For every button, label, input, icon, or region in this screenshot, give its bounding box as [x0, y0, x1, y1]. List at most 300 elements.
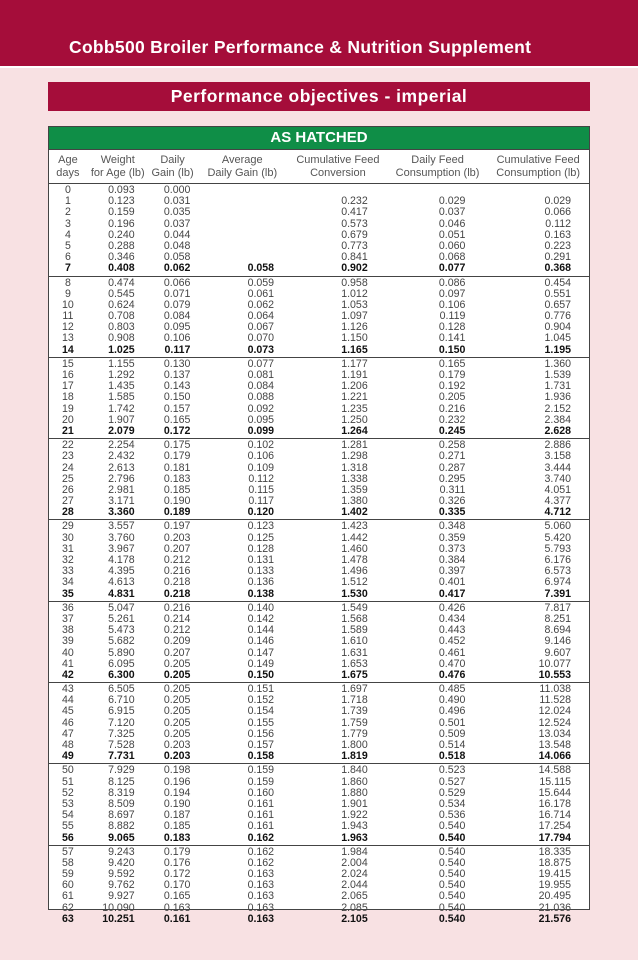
table-cell: 2 — [64, 206, 71, 219]
table-cell: 1.731 — [544, 380, 571, 393]
table-cell: 8.882 — [108, 820, 135, 833]
table-cell: 43 — [62, 683, 74, 696]
table-cell: 3.360 — [108, 506, 135, 519]
table-row — [49, 589, 589, 600]
table-cell: 0.908 — [108, 332, 135, 345]
table-cell: 30 — [62, 531, 74, 544]
table-cell: 0.190 — [163, 495, 191, 508]
table-cell: 0.163 — [163, 901, 191, 914]
table-cell: 0.165 — [163, 413, 191, 426]
table-cell: 0.128 — [247, 542, 275, 555]
table-cell: 9.592 — [108, 868, 135, 881]
table-cell: 0.258 — [438, 439, 466, 452]
table-cell: 0.194 — [163, 786, 191, 799]
table-cell: 16.178 — [538, 797, 571, 810]
table-cell: 49 — [62, 750, 74, 763]
table-cell: 0.958 — [341, 276, 368, 289]
week-group — [49, 184, 589, 277]
table-cell: 0.119 — [439, 310, 466, 323]
table-cell: 37 — [62, 612, 74, 625]
table-cell: 1.150 — [341, 332, 368, 345]
table-cell: 0.176 — [163, 856, 191, 869]
table-cell: 0.187 — [163, 809, 191, 822]
table-cell: 0.216 — [163, 565, 191, 578]
table-cell: 0.123 — [108, 195, 135, 208]
table-cell: 1.675 — [341, 668, 368, 681]
table-cell: 1.984 — [341, 845, 368, 858]
table-cell: 1.496 — [341, 565, 368, 578]
table-cell — [196, 230, 288, 241]
table-cell: 1.025 — [108, 343, 135, 356]
table-cell: 2.384 — [544, 413, 571, 426]
table-cell: 36 — [62, 601, 74, 614]
table-cell: 1.442 — [341, 531, 368, 544]
table-cell: 0.527 — [438, 775, 466, 788]
table-cell: 1.742 — [108, 402, 135, 415]
table-cell — [196, 207, 288, 218]
table-row — [49, 914, 589, 925]
table-cell: 0.123 — [247, 520, 275, 533]
table-cell: 0.368 — [544, 262, 571, 275]
table-cell: 17.794 — [538, 831, 571, 844]
table-cell: 2.024 — [341, 868, 368, 881]
table-cell — [487, 185, 589, 196]
table-cell: 12.024 — [538, 705, 571, 718]
table-cell: 1.298 — [341, 450, 368, 463]
table-cell: 0.095 — [163, 321, 191, 334]
table-cell: 0.196 — [108, 217, 135, 230]
table-cell: 1.191 — [341, 369, 368, 381]
table-cell: 6.710 — [108, 694, 135, 707]
table-cell: 53 — [62, 797, 74, 810]
table-cell: 3 — [64, 217, 71, 230]
table-cell: 0.373 — [438, 542, 466, 555]
table-cell: 0.426 — [438, 601, 466, 614]
table-cell: 0.159 — [247, 764, 275, 777]
table-cell: 0.216 — [163, 601, 191, 614]
table-cell: 15 — [62, 357, 74, 370]
table-cell: 0.212 — [163, 554, 191, 566]
table-cell: 1.423 — [341, 520, 368, 533]
table-cell: 0.157 — [163, 402, 191, 415]
table-cell: 1.264 — [341, 424, 368, 437]
table-cell: 54 — [62, 809, 74, 822]
table-cell: 4.712 — [544, 506, 571, 519]
column-header: Cumulative Feed Conversion — [296, 154, 380, 179]
table-cell: 18.875 — [538, 856, 571, 869]
table-cell: 0.218 — [163, 576, 191, 589]
table-cell: 4.395 — [108, 565, 135, 578]
table-cell: 5.420 — [544, 531, 571, 544]
table-cell: 0.203 — [163, 531, 191, 544]
table-cell: 0.205 — [163, 657, 191, 670]
table-cell: 0.476 — [438, 668, 466, 681]
table-cell: 29 — [62, 520, 74, 533]
table-cell: 13.034 — [538, 727, 571, 740]
table-cell: 10.251 — [102, 912, 135, 925]
table-cell: 0.037 — [438, 206, 466, 219]
table-cell: 0.136 — [247, 576, 275, 589]
table-cell: 1.338 — [341, 472, 368, 485]
table-cell: 0.175 — [163, 439, 191, 452]
table-cell: 0.112 — [545, 217, 571, 230]
table-row — [49, 751, 589, 762]
table-cell: 1.539 — [544, 369, 571, 381]
table-cell: 1.402 — [341, 506, 368, 519]
table-cell: 7.528 — [108, 739, 135, 751]
table-cell: 0.205 — [163, 705, 191, 718]
table-cell: 4.178 — [108, 554, 135, 566]
table-cell: 13.548 — [538, 739, 571, 751]
table-cell: 0.401 — [438, 576, 466, 589]
table-cell: 0.214 — [163, 612, 191, 625]
table-cell: 0.149 — [247, 657, 275, 670]
table-cell: 0.679 — [341, 228, 368, 241]
table-cell: 9.762 — [108, 879, 135, 892]
table-cell: 20 — [62, 413, 74, 426]
table-cell: 0.147 — [247, 646, 275, 659]
table-cell: 0.198 — [163, 764, 191, 777]
table-cell: 0.346 — [108, 251, 135, 264]
table-cell: 0.155 — [247, 716, 275, 729]
table-cell: 0.540 — [438, 831, 466, 844]
table-cell: 0.573 — [341, 217, 368, 230]
table-row — [49, 333, 589, 344]
table-cell: 0.161 — [247, 809, 275, 822]
table-cell: 21 — [62, 424, 74, 437]
table-cell: 35 — [62, 587, 74, 600]
table-cell: 6.176 — [544, 554, 571, 566]
table-cell: 0.160 — [247, 786, 275, 799]
document-title: Cobb500 Broiler Performance & Nutrition Supplement — [69, 37, 532, 57]
table-cell: 0.133 — [247, 565, 275, 578]
table-cell: 0.143 — [163, 380, 191, 393]
table-cell: 10.553 — [538, 668, 571, 681]
table-cell: 7.929 — [108, 764, 135, 777]
table-cell: 8 — [64, 276, 71, 289]
table-cell: 1.585 — [108, 391, 135, 404]
table-cell: 18 — [62, 391, 74, 404]
column-header: Daily Gain (lb) — [151, 154, 194, 179]
table-cell: 9 — [64, 287, 71, 300]
table-cell: 1 — [64, 195, 71, 208]
table-cell: 24 — [62, 461, 74, 474]
table-cell: 0.161 — [247, 797, 275, 810]
table-cell: 0.179 — [163, 845, 191, 858]
table-row — [49, 891, 589, 902]
table-cell: 1.053 — [341, 298, 368, 311]
table-cell: 0.205 — [163, 716, 191, 729]
table-row — [49, 451, 589, 462]
table-cell: 1.359 — [341, 483, 368, 496]
table-cell: 0.803 — [108, 321, 135, 334]
table-row — [49, 821, 589, 832]
table-cell: 3.967 — [108, 542, 135, 555]
table-cell: 0.157 — [247, 739, 275, 751]
table-cell: 0.163 — [247, 879, 275, 892]
table-cell: 0.084 — [163, 310, 191, 323]
table-cell: 45 — [62, 705, 74, 718]
table-cell: 0.061 — [247, 287, 275, 300]
table-cell: 0.551 — [544, 287, 571, 300]
table-cell: 7.391 — [544, 587, 571, 600]
table-cell: 1.460 — [341, 542, 368, 555]
table-cell: 50 — [62, 764, 74, 777]
table-cell: 1.165 — [341, 343, 368, 356]
table-cell: 0.058 — [247, 262, 275, 275]
table-cell: 0.490 — [438, 694, 466, 707]
table-cell: 5.890 — [108, 646, 135, 659]
column-header: Cumulative Feed Consumption (lb) — [496, 154, 581, 179]
table-cell: 0.062 — [163, 262, 191, 275]
table-cell: 0.218 — [163, 587, 191, 600]
table-row — [49, 278, 589, 289]
table-cell: 0.408 — [108, 262, 135, 275]
table-cell: 10.077 — [538, 657, 571, 670]
table-cell: 5.473 — [108, 624, 135, 637]
table-cell: 0.102 — [247, 439, 275, 452]
table-cell: 14.588 — [538, 764, 571, 777]
table-cell: 12.524 — [538, 716, 571, 729]
table-cell: 0.540 — [438, 901, 466, 914]
table-cell: 4.613 — [108, 576, 135, 589]
table-cell: 0.205 — [163, 727, 191, 740]
banner-divider — [0, 66, 638, 68]
column-headers — [49, 150, 589, 184]
table-cell: 0.534 — [438, 797, 466, 810]
table-cell: 34 — [62, 576, 74, 589]
table-cell: 0.161 — [163, 912, 191, 925]
table-cell: 1.589 — [341, 624, 368, 637]
table-row — [49, 636, 589, 647]
table-cell: 0.150 — [163, 391, 191, 404]
table-cell: 17.254 — [538, 820, 571, 833]
table-cell: 15.115 — [539, 775, 571, 788]
table-cell — [196, 219, 288, 230]
table-cell: 7.325 — [108, 727, 135, 740]
table-cell: 0.031 — [163, 195, 191, 208]
table-cell: 0.140 — [247, 601, 275, 614]
table-cell: 19.415 — [538, 868, 571, 881]
table-cell: 0.066 — [163, 276, 191, 289]
table-cell: 52 — [62, 786, 74, 799]
table-cell: 0.058 — [163, 251, 191, 264]
table-cell: 5.793 — [544, 542, 571, 555]
table-cell: 39 — [62, 635, 74, 648]
table-row — [49, 833, 589, 844]
table-cell: 1.281 — [341, 439, 368, 452]
table-cell: 0.146 — [247, 635, 275, 648]
table-cell: 0.156 — [247, 727, 275, 740]
table-cell: 0.203 — [163, 739, 191, 751]
table-cell: 1.360 — [544, 357, 571, 370]
table-cell: 0.046 — [438, 217, 466, 230]
table-cell: 0.417 — [341, 206, 368, 219]
table-cell: 0.165 — [163, 890, 191, 903]
table-cell: 0.070 — [247, 332, 275, 345]
table-cell: 1.653 — [341, 657, 368, 670]
table-row — [49, 648, 589, 659]
table-cell: 0.841 — [341, 251, 368, 264]
column-header: Average Daily Gain (lb) — [207, 154, 278, 179]
table-cell — [196, 241, 288, 252]
table-cell: 1.155 — [108, 357, 135, 370]
table-cell: 0.904 — [544, 321, 571, 334]
table-cell: 1.963 — [341, 831, 368, 844]
table-cell: 40 — [62, 646, 74, 659]
table-cell: 5 — [64, 239, 71, 252]
table-cell: 0.232 — [438, 413, 466, 426]
table-cell: 7.120 — [108, 716, 135, 729]
table-cell: 0.099 — [247, 424, 275, 437]
column-header: Age days — [56, 154, 80, 179]
table-cell: 0.240 — [108, 228, 135, 241]
table-cell: 0.077 — [247, 357, 275, 370]
table-cell: 0.158 — [247, 750, 275, 763]
table-cell: 6 — [64, 251, 71, 264]
table-cell: 0.125 — [247, 531, 275, 544]
performance-table — [48, 126, 590, 925]
table-cell: 0.326 — [438, 495, 466, 508]
table-cell: 9.065 — [108, 831, 135, 844]
table-cell: 18.335 — [538, 845, 571, 858]
table-cell: 0.112 — [248, 472, 275, 485]
table-cell: 61 — [62, 890, 74, 903]
table-cell: 0.120 — [247, 506, 275, 519]
table-cell: 0.545 — [108, 287, 135, 300]
table-cell: 2.152 — [544, 402, 571, 415]
table-row — [49, 426, 589, 437]
table-cell: 5.682 — [108, 635, 135, 648]
table-cell: 0.165 — [438, 357, 466, 370]
table-cell: 8.509 — [108, 797, 135, 810]
table-cell: 0.529 — [438, 786, 466, 799]
table-cell: 0.162 — [247, 831, 275, 844]
table-cell: 1.177 — [341, 357, 368, 370]
table-cell: 0.142 — [247, 612, 275, 625]
table-cell: 0.271 — [438, 450, 466, 463]
table-cell: 0.131 — [247, 554, 275, 566]
table-cell: 58 — [62, 856, 74, 869]
table-cell: 0.081 — [247, 369, 275, 381]
table-cell: 15.644 — [538, 786, 571, 799]
week-group — [49, 358, 589, 439]
table-cell: 0.162 — [247, 845, 275, 858]
table-cell: 0.192 — [438, 380, 466, 393]
table-cell: 0.624 — [108, 298, 135, 311]
table-row — [49, 670, 589, 681]
table-cell: 16 — [62, 369, 74, 381]
table-cell: 0.311 — [439, 483, 466, 496]
table-cell: 1.840 — [341, 764, 368, 777]
table-cell: 0.205 — [163, 694, 191, 707]
table-cell: 0.048 — [163, 239, 191, 252]
table-cell: 1.435 — [108, 380, 135, 393]
table-cell: 0.051 — [438, 228, 466, 241]
week-group — [49, 846, 589, 926]
table-cell: 8.319 — [108, 786, 135, 799]
table-cell: 8.697 — [108, 809, 135, 822]
table-cell: 0.514 — [438, 739, 466, 751]
table-cell: 0.179 — [438, 369, 466, 381]
table-cell: 0.128 — [438, 321, 466, 334]
table-row — [49, 207, 589, 218]
table-cell — [196, 196, 288, 207]
table-cell: 0.170 — [163, 879, 191, 892]
table-cell: 0.093 — [108, 184, 135, 196]
table-cell: 0.518 — [438, 750, 466, 763]
table-cell: 6.974 — [544, 576, 571, 589]
week-group — [49, 439, 589, 520]
table-cell: 0.540 — [438, 868, 466, 881]
table-cell: 0.461 — [438, 646, 466, 659]
table-cell: 0.291 — [544, 251, 571, 264]
table-cell: 0.196 — [163, 775, 191, 788]
table-cell: 0.130 — [163, 357, 191, 370]
table-cell: 0.540 — [438, 820, 466, 833]
table-cell: 0.154 — [247, 705, 275, 718]
table-cell: 0.161 — [247, 820, 275, 833]
table-cell: 0.106 — [163, 332, 191, 345]
table-cell: 0.106 — [247, 450, 275, 463]
table-cell: 7.817 — [544, 601, 571, 614]
table-cell: 0.417 — [438, 587, 466, 600]
table-cell: 1.631 — [341, 646, 368, 659]
table-cell: 1.126 — [341, 321, 368, 334]
table-cell — [388, 185, 488, 196]
table-cell: 0.088 — [247, 391, 275, 404]
week-group — [49, 683, 589, 764]
table-cell: 28 — [62, 506, 74, 519]
table-cell: 8.125 — [108, 775, 135, 788]
table-cell: 51 — [62, 775, 74, 788]
table-cell: 0.185 — [163, 820, 191, 833]
table-cell: 0.144 — [247, 624, 275, 637]
table-cell: 0.162 — [247, 856, 275, 869]
table-cell: 20.495 — [538, 890, 571, 903]
table-cell: 0.163 — [544, 228, 571, 241]
table-cell: 1.880 — [341, 786, 368, 799]
table-cell: 21.576 — [538, 912, 571, 925]
table-cell: 0.540 — [438, 856, 466, 869]
table-cell: 0.295 — [438, 472, 466, 485]
table-cell: 0.092 — [247, 402, 275, 415]
week-group — [49, 602, 589, 683]
table-cell: 6.505 — [108, 683, 135, 696]
table-cell: 0.207 — [163, 646, 191, 659]
table-cell: 31 — [62, 542, 74, 555]
table-cell: 0.059 — [247, 276, 275, 289]
table-cell: 0.150 — [438, 343, 466, 356]
table-cell: 0.205 — [163, 668, 191, 681]
table-cell: 0.163 — [247, 901, 275, 914]
table-cell: 3.171 — [108, 495, 135, 508]
table-cell: 7 — [64, 262, 71, 275]
table-cell: 25 — [62, 472, 74, 485]
table-cell: 1.235 — [341, 402, 368, 415]
table-cell: 57 — [62, 845, 74, 858]
table-cell: 3.158 — [544, 450, 571, 463]
table-cell: 1.943 — [341, 820, 368, 833]
table-cell: 3.760 — [108, 531, 135, 544]
table-cell: 38 — [62, 624, 74, 637]
table-cell: 0 — [64, 184, 71, 196]
table-cell: 0.084 — [247, 380, 275, 393]
table-cell: 2.628 — [544, 424, 571, 437]
table-cell: 0.183 — [163, 831, 191, 844]
table-row — [49, 577, 589, 588]
table-cell: 1.759 — [341, 716, 368, 729]
